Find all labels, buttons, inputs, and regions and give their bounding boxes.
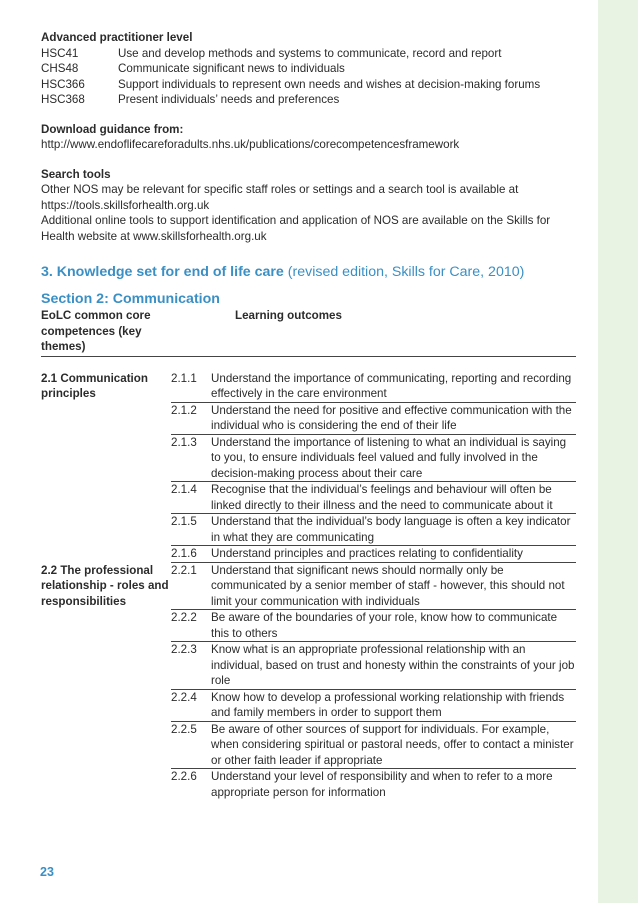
outcome-row (171, 563, 576, 611)
search-heading: Search tools (41, 167, 111, 181)
outcome-text: Understand that significant news should normally only be communicated by a senior member of staff - however, this should not limit your communication with individuals (211, 563, 565, 608)
outcome-text: Understand the importance of communicating, reporting and recording effectively in the care environment (211, 371, 572, 400)
table-header (41, 308, 576, 357)
outcome-row (171, 722, 576, 770)
code-row (41, 77, 576, 93)
outcome-row (171, 482, 576, 514)
code: CHS48 (41, 62, 79, 75)
outcome-text: Know how to develop a professional working relationship with friends and family members in order to support them (211, 690, 565, 719)
search-section (41, 167, 576, 245)
outcome-text: Understand the importance of listening to what an individual is saying to you, to ensure individuals feel valued and fully involved in the decision-making process about their care (211, 435, 567, 480)
outcome-number: 2.1.2 (171, 403, 197, 417)
outcome-number: 2.1.1 (171, 371, 197, 385)
outcome-row (171, 690, 576, 722)
outcome-number: 2.1.5 (171, 515, 197, 528)
outcome-number: 2.2.6 (171, 770, 197, 783)
outcome-text: Understand principles and practices relating to confidentiality (211, 547, 523, 560)
code: HSC368 (41, 93, 85, 106)
outcomes-list (171, 563, 576, 801)
code-desc: Use and develop methods and systems to communicate, record and report (118, 46, 502, 60)
code-desc: Present individuals’ needs and preferences (118, 93, 340, 106)
theme-label: 2.1 Communication principles (41, 371, 148, 400)
search-text-2: Additional online tools to support identification and application of NOS are available on the Skills for Health website at www.skillsforhealth.org.uk (41, 214, 551, 243)
outcome-number: 2.2.2 (171, 611, 197, 624)
section-title: Section 2: Communication (41, 291, 220, 307)
outcome-row (171, 546, 576, 563)
knowledge-title-text: 3. Knowledge set for end of life care (41, 264, 284, 280)
knowledge-title (41, 263, 576, 281)
code-row (41, 46, 576, 62)
code: HSC366 (41, 77, 85, 91)
outcome-row (171, 642, 576, 690)
outcome-row (171, 514, 576, 546)
page-number: 23 (40, 865, 54, 879)
code-desc: Communicate significant news to individuals (118, 62, 345, 75)
outcome-number: 2.1.4 (171, 483, 197, 496)
download-heading: Download guidance from: (41, 122, 184, 136)
page-content (41, 30, 576, 800)
outcome-number: 2.1.3 (171, 435, 197, 449)
code-row (41, 61, 576, 77)
theme-group (41, 371, 576, 563)
code: HSC41 (41, 46, 79, 60)
download-link[interactable]: http://www.endoflifecareforadults.nhs.uk/publications/corecompetencesframework (41, 138, 460, 151)
outcome-number: 2.2.4 (171, 690, 197, 704)
outcomes-list (171, 371, 576, 563)
outcome-text: Be aware of other sources of support for individuals. For example, when considering spiritual or pastoral needs, offer to contact a minister or other faith leader if appropriate (211, 722, 574, 767)
advanced-heading: Advanced practitioner level (41, 31, 193, 44)
outcome-number: 2.1.6 (171, 547, 197, 560)
outcome-number: 2.2.5 (171, 722, 197, 736)
outcome-text: Know what is an appropriate professional relationship with an individual, based on trust and honesty within the constraints of your job role (211, 643, 575, 687)
outcome-row (171, 769, 576, 800)
code-row (41, 92, 576, 108)
outcome-row (171, 403, 576, 435)
search-text-1: Other NOS may be relevant for specific staff roles or settings and a search tool is available at https://tools.skillsforhealth.org.uk (41, 183, 519, 212)
theme-group (41, 563, 576, 801)
outcome-text: Understand that the individual’s body language is often a key indicator in what they are communicating (211, 515, 571, 544)
outcome-text: Understand your level of responsibility and when to refer to a more appropriate person for information (211, 770, 553, 799)
outcome-row (171, 610, 576, 642)
outcome-text: Be aware of the boundaries of your role, know how to communicate this to others (211, 611, 558, 640)
download-section (41, 122, 576, 153)
advanced-section (41, 30, 576, 108)
outcome-text: Understand the need for positive and effective communication with the individual who is considering the end of their life (211, 403, 572, 432)
outcome-number: 2.2.3 (171, 643, 197, 656)
column-header-outcomes: Learning outcomes (235, 309, 342, 322)
theme-label: 2.2 The professional relationship - roles and responsibilities (41, 563, 169, 608)
side-band (598, 0, 638, 903)
knowledge-title-note: (revised edition, Skills for Care, 2010) (287, 264, 525, 280)
code-desc: Support individuals to represent own needs and wishes at decision-making forums (118, 77, 541, 91)
outcome-row (171, 435, 576, 483)
column-header-themes: EoLC common core competences (key themes) (41, 309, 151, 353)
outcome-text: Recognise that the individual’s feelings and behaviour will often be linked directly to their illness and the need to communicate about it (211, 483, 553, 512)
outcome-row (171, 371, 576, 403)
outcome-number: 2.2.1 (171, 563, 197, 577)
